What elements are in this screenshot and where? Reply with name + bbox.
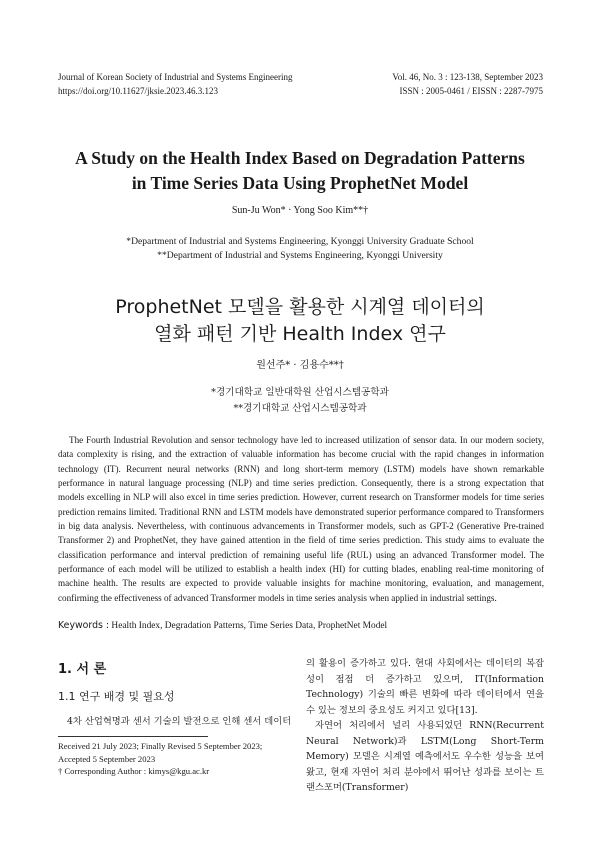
authors-korean: 원선주* · 김용수**† <box>256 360 344 371</box>
affiliation-ko-2: **경기대학교 산업시스템공학과 <box>233 403 367 414</box>
title-en-line1: A Study on the Health Index Based on Degradation Patterns <box>75 148 525 168</box>
footnotes <box>58 740 298 778</box>
section-heading-introduction: 1. 서 론 <box>58 662 107 677</box>
affiliation-en-2: **Department of Industrial and Systems Engineering, Kyonggi University <box>157 250 443 261</box>
issn-info: ISSN : 2005-0461 / EISSN : 2287-7975 <box>399 86 543 96</box>
body-paragraph-right-1: 의 활용이 증가하고 있다. 현대 사회에서는 데이터의 복잡성이 점점 더 증가하고 있으며, IT(Information Technology) 기술의 빠른 변화에 따라 데이터에서 연을 수 있는 정보의 중요성도 커지고 있다[13]. <box>306 658 544 716</box>
volume-header <box>392 70 543 98</box>
footnote-accepted: Accepted 5 September 2023 <box>58 753 156 764</box>
title-en-line2: in Time Series Data Using ProphetNet Model <box>131 173 469 193</box>
footnote-received: Received 21 July 2023; Finally Revised 5 September 2023; <box>58 741 263 751</box>
title-korean <box>40 294 560 348</box>
left-column <box>58 656 296 730</box>
title-english <box>40 146 560 196</box>
journal-header <box>58 70 292 98</box>
body-paragraph-right-2: 자연어 처리에서 널리 사용되었던 RNN(Recurrent Neural Network)과 LSTM(Long Short-Term Memory) 모델은 시계열 예측에서도 우수한 성능을 보여왔고, 현재 자연어 처리 분야에서 뛰어난 성과를 보이는 트랜스포머(Transformer) <box>306 720 544 793</box>
body-paragraph-left: 4차 산업혁명과 센서 기술의 발전으로 인해 센서 데이터 <box>67 716 292 727</box>
title-ko-line1: ProphetNet 모델을 활용한 시계열 데이터의 <box>115 296 485 318</box>
journal-name: Journal of Korean Society of Industrial and Systems Engineering <box>58 72 293 82</box>
footnote-corresponding: † Corresponding Author : kimys@kgu.ac.kr <box>58 766 210 776</box>
abstract: The Fourth Industrial Revolution and sensor technology have led to increased utilization of sensor data. In our modern society, data complexity is rising, and the extraction of valuable information has become crucial with the rapid changes in information technology (IT). Recurrent neural networks (RNN) and long short-term memory (LSTM) models have shown remarkable performance in natural language processing (NLP) and time series prediction. Consequently, there is a strong expectation that models excelling in NLP will also excel in time series prediction. However, current research on Transformer models for time series prediction remains limited. Traditional RNN and LSTM models have demonstrated superior performance compared to Transformers in big data analysis. Nevertheless, with continuous advancements in Transformer models, such as GPT-2 (Generative Pre-trained Transformer 2) and ProphetNet, they have gained attention in the field of time series prediction. This study aims to evaluate the classification performance and interval prediction of remaining useful life (RUL) using an advanced Transformer model. The performance of each model will be utilized to establish a health index (HI) for cutting blades, enabling real-time monitoring of machine health. The results are expected to provide valuable insights for machine monitoring, evaluation, and management, confirming the effectiveness of advanced Transformer models in time series analysis when applied in industrial settings. <box>58 435 544 603</box>
affiliation-en-1: *Department of Industrial and Systems Engineering, Kyonggi University Graduate School <box>126 236 474 247</box>
right-column <box>306 656 544 796</box>
footnote-divider <box>58 736 208 737</box>
keywords <box>58 620 544 631</box>
title-ko-line2: 열화 패턴 기반 Health Index 연구 <box>154 323 446 345</box>
volume-info: Vol. 46, No. 3 : 123-138, September 2023 <box>392 72 543 82</box>
keywords-text: Health Index, Degradation Patterns, Time Series Data, ProphetNet Model <box>111 621 388 631</box>
subsection-heading-background: 1.1 연구 배경 및 필요성 <box>58 690 175 703</box>
keywords-label: Keywords : <box>58 620 110 631</box>
authors-english: Sun-Ju Won* · Yong Soo Kim**† <box>231 205 369 216</box>
affiliations-english <box>0 235 600 263</box>
affiliations-korean <box>0 385 600 417</box>
affiliation-ko-1: *경기대학교 일반대학원 산업시스템공학과 <box>211 387 389 398</box>
doi-link[interactable]: https://doi.org/10.11627/jksie.2023.46.3.123 <box>58 86 219 96</box>
